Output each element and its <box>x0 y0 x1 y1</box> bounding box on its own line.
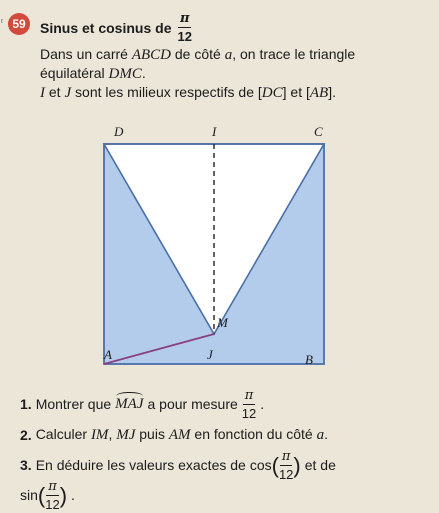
fraction-pi-12 <box>242 389 256 420</box>
q2-text: puis <box>135 426 169 442</box>
func-name: sin <box>20 487 38 503</box>
intro-line-2 <box>40 64 146 84</box>
intro-text: Dans un carré <box>40 46 132 62</box>
q2-text: , <box>108 426 117 442</box>
question-3-line-2 <box>20 480 75 511</box>
intro-text: ] et [ <box>282 84 310 100</box>
math-var: MJ <box>116 427 136 443</box>
frac-denominator: 12 <box>45 497 60 512</box>
fraction-pi-12 <box>45 480 59 511</box>
square-diagram <box>100 120 340 372</box>
intro-text: et <box>45 84 65 100</box>
math-var: DC <box>261 85 283 101</box>
question-text <box>36 425 328 445</box>
title-frac-denominator: 12 <box>177 29 192 44</box>
q2-text: . <box>324 426 328 442</box>
question-3-line-1 <box>20 450 336 481</box>
sin-expression <box>20 480 67 511</box>
question-number: 2. <box>20 426 32 443</box>
paren-open: ( <box>37 482 46 508</box>
frac-denominator: 12 <box>278 467 294 482</box>
geometry-figure <box>100 120 340 377</box>
label-a: A <box>104 347 112 362</box>
label-m: M <box>217 315 228 330</box>
intro-line-3 <box>40 83 336 103</box>
question-text: et de <box>304 457 336 473</box>
question-end: . <box>71 487 75 503</box>
math-var: a <box>316 427 325 443</box>
question-1 <box>20 389 264 420</box>
label-i: I <box>212 124 217 139</box>
paren-close: ) <box>59 482 68 508</box>
func-name: cos <box>249 457 272 473</box>
intro-text: , on trace le triangle <box>232 46 356 62</box>
label-d: D <box>114 124 124 139</box>
label-j: J <box>207 347 213 362</box>
math-var: IM <box>90 427 109 443</box>
paren-open: ( <box>271 452 279 478</box>
question-2 <box>20 425 328 445</box>
exercise-number-badge: 59 <box>8 13 30 35</box>
label-c: C <box>314 124 323 139</box>
cos-expression <box>250 450 301 481</box>
intro-text: . <box>141 65 146 81</box>
title-frac-numerator: π <box>179 11 190 26</box>
paren-close: ) <box>293 452 301 478</box>
math-var: ABCD <box>131 47 171 63</box>
question-number: 3. <box>20 457 32 473</box>
question-text: Montrer que <box>35 396 112 412</box>
frac-numerator: π <box>48 479 57 494</box>
math-var: I <box>40 85 45 101</box>
intro-text: équilatéral <box>40 65 109 81</box>
angle-maj: MAJ <box>115 396 144 412</box>
q2-text: en fonction du côté <box>190 426 317 442</box>
math-var: AB <box>309 85 329 101</box>
title-fraction <box>177 12 191 43</box>
math-var: a <box>224 47 233 63</box>
question-number: 1. <box>20 396 32 412</box>
math-var: AM <box>168 427 191 443</box>
q2-text: Calculer <box>35 426 91 442</box>
exercise-title <box>40 12 192 43</box>
fraction-pi-12 <box>279 450 293 481</box>
frac-numerator: π <box>244 388 254 403</box>
math-var: J <box>64 85 72 101</box>
question-end: . <box>260 396 265 412</box>
frac-numerator: π <box>281 449 291 464</box>
question-text: En déduire les valeurs exactes de <box>35 457 246 473</box>
label-b: B <box>305 352 313 367</box>
math-var: DMC <box>108 66 142 82</box>
intro-line-1 <box>40 45 355 65</box>
question-text: a pour mesure <box>147 396 238 412</box>
intro-text: ]. <box>328 84 336 100</box>
intro-text: sont les milieux respectifs de [ <box>71 84 262 100</box>
title-text: Sinus et cosinus de <box>40 19 172 36</box>
margin-mark: ᵗ <box>1 17 3 27</box>
frac-denominator: 12 <box>241 406 257 421</box>
intro-text: de côté <box>171 46 225 62</box>
